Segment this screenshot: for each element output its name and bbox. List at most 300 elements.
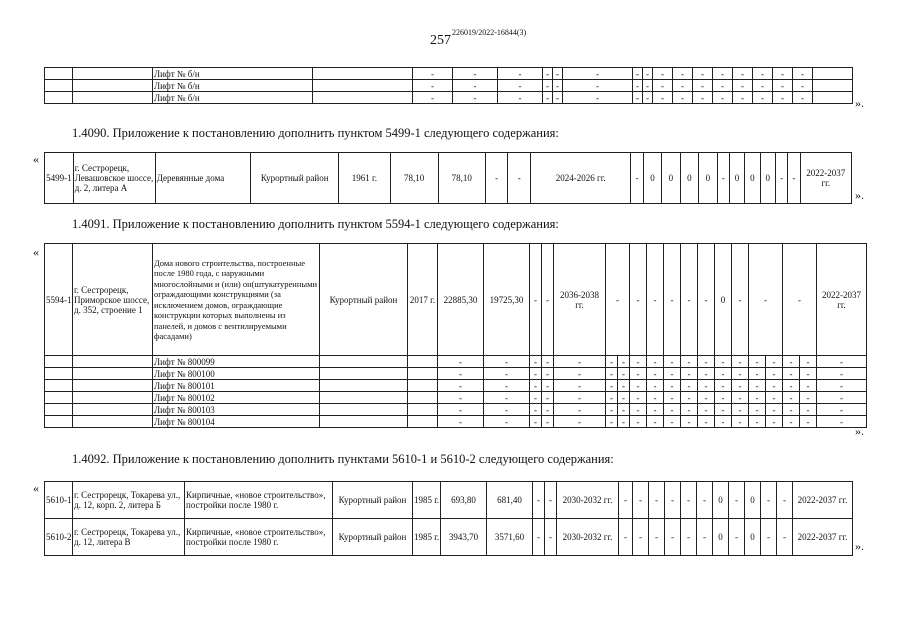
table-row [45,368,867,380]
area-2-cell: 19725,30 [484,244,530,356]
value-cell: - [606,392,618,404]
period-cell: 2030-2032 гг. [557,482,619,519]
value-cell: - [606,368,618,380]
value-cell: - [542,380,554,392]
value-cell: - [793,80,813,92]
empty-cell [320,416,408,428]
empty-cell [45,416,73,428]
value-cell: - [653,92,673,104]
value-cell: - [484,392,530,404]
empty-cell [313,92,413,104]
value-cell: - [633,80,643,92]
value-cell: - [793,68,813,80]
value-cell: - [681,482,697,519]
value-cell: - [554,392,606,404]
value-cell: - [698,368,715,380]
value-cell: - [438,380,484,392]
value-cell: - [530,416,542,428]
value-cell [408,392,438,404]
value-cell: - [681,392,698,404]
close-quote-1: ». [855,96,864,110]
value-cell: - [777,519,793,556]
value-cell: - [647,368,664,380]
value-cell: - [530,368,542,380]
value-cell: - [530,392,542,404]
value-cell: 0 [713,519,729,556]
value-cell: - [664,416,681,428]
value-cell: 0 [699,153,717,204]
district-cell: Курортный район [251,153,339,204]
value-cell: - [618,392,630,404]
year-cell: 2017 г. [408,244,438,356]
value-cell: - [498,68,543,80]
period-cell: 2036-2038 гг. [554,244,606,356]
address-cell: г. Сестрорецк, Токарева ул., д. 12, литера В [73,519,185,556]
value-cell: - [733,80,753,92]
value-cell: - [664,244,681,356]
value-cell: - [542,356,554,368]
value-cell: - [729,482,745,519]
row-number: 5610-2 [45,519,73,556]
value-cell: - [783,368,800,380]
empty-cell [45,368,73,380]
value-cell: - [732,244,749,356]
value-cell: - [729,519,745,556]
value-cell: - [484,356,530,368]
value-cell: - [643,68,653,80]
table-row [45,392,867,404]
table-row [45,153,852,204]
empty-cell [45,80,73,92]
value-cell [408,380,438,392]
value-cell: - [647,356,664,368]
value-cell: - [715,404,732,416]
dash-cell: - [508,153,531,204]
value-cell: - [732,404,749,416]
value-cell: - [733,92,753,104]
value-cell: - [498,80,543,92]
value-cell: - [673,92,693,104]
value-cell: - [543,92,553,104]
value-cell: - [793,92,813,104]
value-cell: - [647,380,664,392]
value-cell: - [800,416,817,428]
value-cell: - [693,92,713,104]
value-cell: - [681,519,697,556]
plan-period-cell: 2022-2037 гг. [793,482,853,519]
empty-cell [73,92,153,104]
value-cell: - [788,153,800,204]
value-cell: - [484,404,530,416]
value-cell [408,416,438,428]
value-cell: - [783,356,800,368]
value-cell: - [543,68,553,80]
value-cell: - [766,380,783,392]
table-5610 [44,481,853,556]
paragraph-4092: 1.4092. Приложение к постановлению дополнить пунктами 5610-1 и 5610-2 следующего содержания: [72,452,614,466]
empty-cell [73,356,153,368]
value-cell: - [633,519,649,556]
close-quote-4: ». [855,539,864,553]
value-cell: - [664,368,681,380]
value-cell [408,404,438,416]
period-cell: 2024-2026 гг. [530,153,630,204]
value-cell: 0 [680,153,698,204]
value-cell: - [749,404,766,416]
row-number: 5610-1 [45,482,73,519]
empty-cell [45,404,73,416]
table-5594-1 [44,243,867,428]
empty-cell [45,92,73,104]
dash-cell: - [485,153,508,204]
value-cell: - [647,392,664,404]
value-cell: - [713,80,733,92]
table-row [45,356,867,368]
year-cell: 1961 г. [339,153,390,204]
value-cell: - [732,368,749,380]
value-cell: - [665,482,681,519]
value-cell: - [563,92,633,104]
plan-period-cell: 2022-2037 гг. [793,519,853,556]
area-2-cell: 3571,60 [487,519,533,556]
value-cell: - [647,244,664,356]
value-cell: - [554,356,606,368]
paragraph-4090: 1.4090. Приложение к постановлению дополнить пунктом 5499-1 следующего содержания: [72,126,559,140]
value-cell: - [715,416,732,428]
area-2-cell: 78,10 [438,153,485,204]
value-cell: - [542,368,554,380]
value-cell [408,356,438,368]
value-cell: - [773,80,793,92]
value-cell: - [633,68,643,80]
value-cell: 0 [713,482,729,519]
value-cell: - [783,404,800,416]
lift-name-cell: Лифт № б/н [153,80,313,92]
dash-cell: - [530,244,542,356]
value-cell: - [693,80,713,92]
value-cell: - [749,356,766,368]
value-cell: - [753,80,773,92]
dash-cell: - [545,519,557,556]
value-cell: - [554,404,606,416]
lift-name-cell: Лифт № 800100 [153,368,320,380]
value-cell: - [484,368,530,380]
value-cell [408,368,438,380]
value-cell: - [775,153,787,204]
value-cell: - [800,392,817,404]
value-cell: - [653,68,673,80]
area-1-cell: 22885,30 [438,244,484,356]
table-row [45,482,853,519]
empty-cell [45,356,73,368]
value-cell: - [631,153,643,204]
district-cell: Курортный район [333,519,413,556]
value-cell: - [697,482,713,519]
value-cell: - [817,416,867,428]
value-cell [813,92,853,104]
plan-period-cell: 2022-2037 гг. [800,153,851,204]
value-cell: - [715,392,732,404]
value-cell: - [619,519,633,556]
value-cell: - [630,404,647,416]
table-row [45,244,867,356]
empty-cell [320,380,408,392]
table-row [45,519,853,556]
value-cell: - [698,356,715,368]
value-cell: - [698,416,715,428]
value-cell: - [618,380,630,392]
value-cell: - [773,92,793,104]
value-cell: 0 [729,153,744,204]
value-cell: - [553,80,563,92]
value-cell: - [698,404,715,416]
value-cell: - [715,368,732,380]
value-cell: - [681,404,698,416]
value-cell: 0 [715,244,732,356]
lift-name-cell: Лифт № б/н [153,92,313,104]
value-cell: - [817,356,867,368]
empty-cell [45,392,73,404]
value-cell: - [698,244,715,356]
value-cell: - [753,92,773,104]
value-cell: - [554,368,606,380]
area-1-cell: 693,80 [441,482,487,519]
empty-cell [73,368,153,380]
value-cell: - [749,416,766,428]
value-cell: - [413,92,453,104]
value-cell [813,68,853,80]
document-number: 226019/2022-16844(3) [452,28,527,37]
value-cell: - [453,80,498,92]
value-cell: - [554,416,606,428]
value-cell: - [630,392,647,404]
value-cell: - [681,356,698,368]
value-cell: - [817,392,867,404]
open-quote-3: « [33,481,39,495]
table-row [45,416,867,428]
close-quote-2: ». [855,188,864,202]
value-cell: - [606,416,618,428]
value-cell: - [554,380,606,392]
value-cell: - [438,368,484,380]
value-cell: - [681,368,698,380]
value-cell: - [749,380,766,392]
value-cell: - [766,368,783,380]
value-cell: - [633,92,643,104]
value-cell: - [664,380,681,392]
close-quote-3: ». [855,424,864,438]
area-1-cell: 78,10 [390,153,438,204]
value-cell: - [542,404,554,416]
value-cell: - [630,380,647,392]
value-cell: - [553,68,563,80]
value-cell: - [618,356,630,368]
value-cell: - [664,392,681,404]
address-cell: г. Сестрорецк, Левашовское шоссе, д. 2, литера А [73,153,155,204]
value-cell: - [766,392,783,404]
table-row [45,380,867,392]
value-cell: - [665,519,681,556]
dash-cell: - [545,482,557,519]
lift-name-cell: Лифт № 800104 [153,416,320,428]
row-number: 5594-1 [45,244,73,356]
value-cell: - [630,244,647,356]
value-cell: - [761,482,777,519]
value-cell: - [618,368,630,380]
value-cell: - [698,380,715,392]
value-cell: - [783,244,817,356]
value-cell: - [453,68,498,80]
value-cell: - [783,416,800,428]
open-quote-1: « [33,152,39,166]
value-cell: - [606,244,630,356]
period-cell: 2030-2032 гг. [557,519,619,556]
empty-cell [320,368,408,380]
value-cell: - [773,68,793,80]
empty-cell [73,80,153,92]
value-cell: - [732,380,749,392]
value-cell: 0 [745,482,761,519]
value-cell: - [681,244,698,356]
value-cell: - [413,68,453,80]
address-cell: г. Сестрорецк, Приморское шоссе, д. 352, строение 1 [73,244,153,356]
value-cell: - [530,404,542,416]
empty-cell [320,404,408,416]
value-cell: - [606,404,618,416]
value-cell: - [438,392,484,404]
empty-cell [73,416,153,428]
value-cell: - [697,519,713,556]
value-cell: - [438,416,484,428]
lift-name-cell: Лифт № 800099 [153,356,320,368]
value-cell: - [713,92,733,104]
value-cell: - [800,368,817,380]
value-cell: - [438,404,484,416]
value-cell: - [630,416,647,428]
value-cell: - [817,380,867,392]
value-cell: - [484,380,530,392]
value-cell: - [653,80,673,92]
empty-cell [320,392,408,404]
value-cell: - [664,356,681,368]
value-cell: - [543,80,553,92]
value-cell: - [484,416,530,428]
value-cell: - [453,92,498,104]
value-cell: - [438,356,484,368]
address-cell: г. Сестрорецк, Токарева ул., д. 12, корп. 2, литера Б [73,482,185,519]
value-cell: - [542,416,554,428]
value-cell: - [606,356,618,368]
value-cell: - [715,380,732,392]
house-type-cell: Кирпичные, «новое строительство», постройки после 1980 г. [185,482,333,519]
value-cell: - [817,368,867,380]
value-cell: - [530,380,542,392]
lift-name-cell: Лифт № б/н [153,68,313,80]
value-cell: - [647,404,664,416]
plan-period-cell: 2022-2037 гг. [817,244,867,356]
value-cell: - [630,356,647,368]
dash-cell: - [533,482,545,519]
empty-cell [73,392,153,404]
value-cell: - [732,356,749,368]
year-cell: 1985 г. [413,482,441,519]
value-cell: - [630,368,647,380]
value-cell: 0 [745,153,760,204]
value-cell: - [643,80,653,92]
value-cell: - [693,68,713,80]
house-type-cell: Деревянные дома [155,153,250,204]
lift-name-cell: Лифт № 800103 [153,404,320,416]
table-5499-1 [44,152,852,204]
value-cell [813,80,853,92]
empty-cell [73,68,153,80]
row-number: 5499-1 [45,153,74,204]
value-cell: - [732,416,749,428]
value-cell: - [649,519,665,556]
empty-cell [313,68,413,80]
year-cell: 1985 г. [413,519,441,556]
empty-cell [313,80,413,92]
value-cell: - [498,92,543,104]
dash-cell: - [533,519,545,556]
value-cell: - [542,392,554,404]
value-cell: - [553,92,563,104]
value-cell: - [715,356,732,368]
value-cell: - [749,392,766,404]
value-cell: - [732,392,749,404]
value-cell: - [413,80,453,92]
table-row [45,68,853,80]
value-cell: - [800,404,817,416]
district-cell: Курортный район [333,482,413,519]
value-cell: - [749,368,766,380]
value-cell: - [647,416,664,428]
value-cell: - [619,482,633,519]
empty-cell [45,380,73,392]
value-cell: - [673,68,693,80]
paragraph-4091: 1.4091. Приложение к постановлению дополнить пунктом 5594-1 следующего содержания: [72,217,559,231]
value-cell: - [681,416,698,428]
value-cell: 0 [643,153,661,204]
dash-cell: - [542,244,554,356]
value-cell: - [766,356,783,368]
value-cell: 0 [760,153,775,204]
value-cell: - [618,404,630,416]
value-cell: - [783,380,800,392]
value-cell: - [761,519,777,556]
value-cell: - [673,80,693,92]
lift-name-cell: Лифт № 800101 [153,380,320,392]
page-number: 257 [430,33,451,48]
value-cell: - [643,92,653,104]
value-cell: - [753,68,773,80]
empty-cell [73,404,153,416]
value-cell: - [681,380,698,392]
value-cell: - [766,416,783,428]
value-cell: - [766,404,783,416]
value-cell: - [649,482,665,519]
area-1-cell: 3943,70 [441,519,487,556]
top-lift-table [44,67,853,104]
value-cell: - [530,356,542,368]
table-row [45,92,853,104]
value-cell: - [713,68,733,80]
open-quote-2: « [33,245,39,259]
table-row [45,404,867,416]
empty-cell [45,68,73,80]
table-row [45,80,853,92]
house-type-cell: Дома нового строительства, построенные после 1980 года, с наружными многослойными и (или) он(штукатуренными ограждающими конструкциями (за исключением домов, ограждающие конструкции которых выполнены из панелей, и домов с вентилируемыми фасадами) [153,244,320,356]
